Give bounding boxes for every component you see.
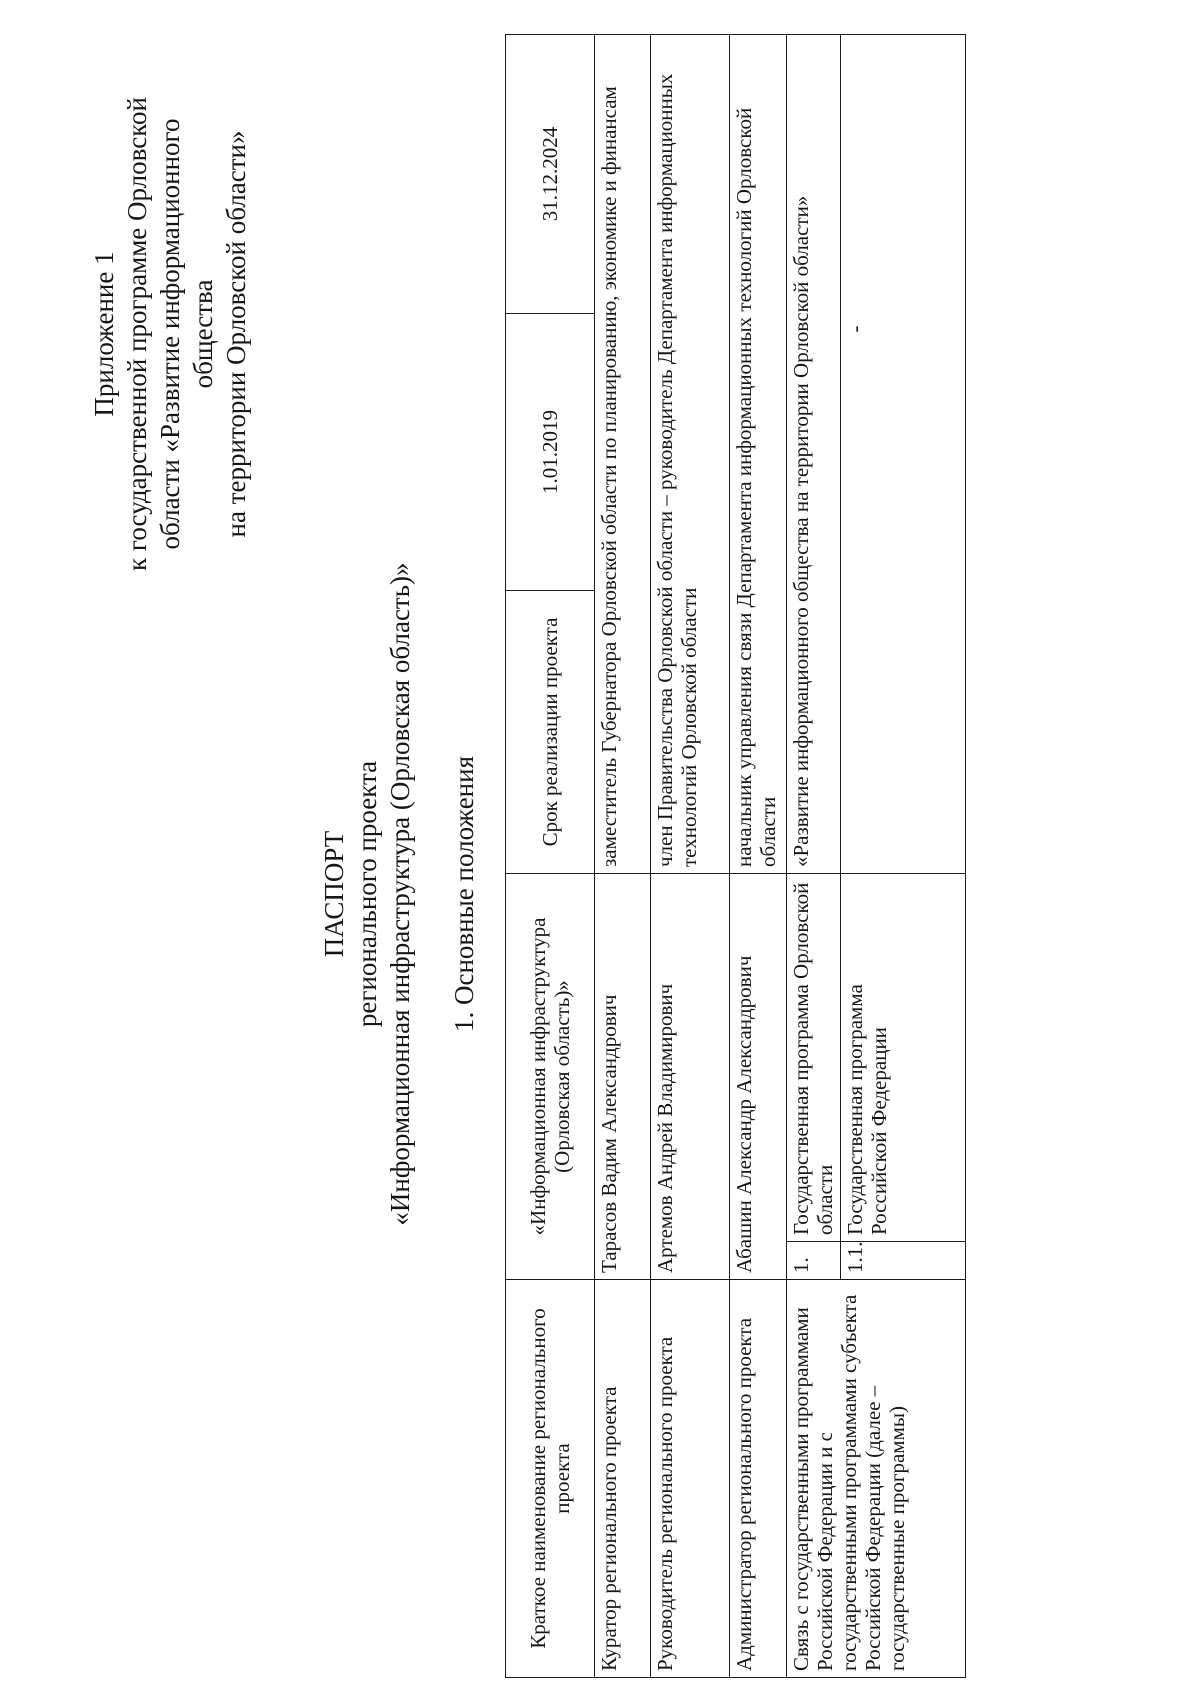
program-2-type: Государственная программа Российской Федерации <box>841 874 966 1242</box>
annex-line-2: к государственной программе Орловской <box>122 97 152 571</box>
program-1-name: «Развитие информационного общества на территории Орловской области» <box>787 35 841 874</box>
program-2-name <box>841 35 966 874</box>
program-2-num: 1.1. <box>841 1242 966 1280</box>
term-end: 31.12.2024 <box>506 35 595 314</box>
admin-position: начальник управления связи Департамента информационных технологий Орловской области <box>730 35 787 874</box>
passport-subtitle: регионального проекта <box>352 760 382 1028</box>
leader-name: Артемов Андрей Владимирович <box>651 874 730 1280</box>
term-start: 1.01.2019 <box>506 314 595 591</box>
row-name-label: Краткое наименование регионального проекта <box>506 1280 595 1678</box>
table-row <box>730 35 787 1678</box>
leader-position: член Правительства Орловской области – руководитель Департамента информационных технологий Орловской области <box>651 35 730 874</box>
program-2-name-value: - <box>843 325 867 333</box>
curator-position: заместитель Губернатора Орловской области по планированию, экономике и финансам <box>595 35 651 874</box>
annex-line-4: на территории Орловской области» <box>221 130 251 538</box>
passport-project-name: «Информационная инфраструктура (Орловская область)» <box>385 562 415 1226</box>
passport-header <box>318 444 417 1344</box>
table-row <box>595 35 651 1678</box>
program-1-num: 1. <box>787 1242 841 1280</box>
annex-block <box>88 64 253 604</box>
curator-label: Куратор регионального проекта <box>595 1280 651 1678</box>
annex-line-1: Приложение 1 <box>89 251 119 417</box>
row-name-value: «Информационная инфраструктура (Орловская область)» <box>506 874 595 1280</box>
term-label: Срок реализации проекта <box>506 591 595 874</box>
leader-label: Руководитель регионального проекта <box>651 1280 730 1678</box>
main-provisions-table <box>505 34 966 1678</box>
section-title: 1. Основные положения <box>449 756 479 1032</box>
admin-label: Администратор регионального проекта <box>730 1280 787 1678</box>
passport-title: ПАСПОРТ <box>319 830 349 958</box>
table-row <box>506 35 595 1678</box>
table-row <box>651 35 730 1678</box>
curator-name: Тарасов Вадим Александрович <box>595 874 651 1280</box>
annex-line-3: области «Развитие информационного общества <box>155 118 218 550</box>
program-1-type: Государственная программа Орловской области <box>787 874 841 1242</box>
table-row <box>787 35 841 1678</box>
admin-name: Абашин Александр Александрович <box>730 874 787 1280</box>
programs-label: Связь с государственными программами Российской Федерации и с государственными программами субъекта Российской Федерации (далее – государственные программы) <box>787 1280 966 1678</box>
